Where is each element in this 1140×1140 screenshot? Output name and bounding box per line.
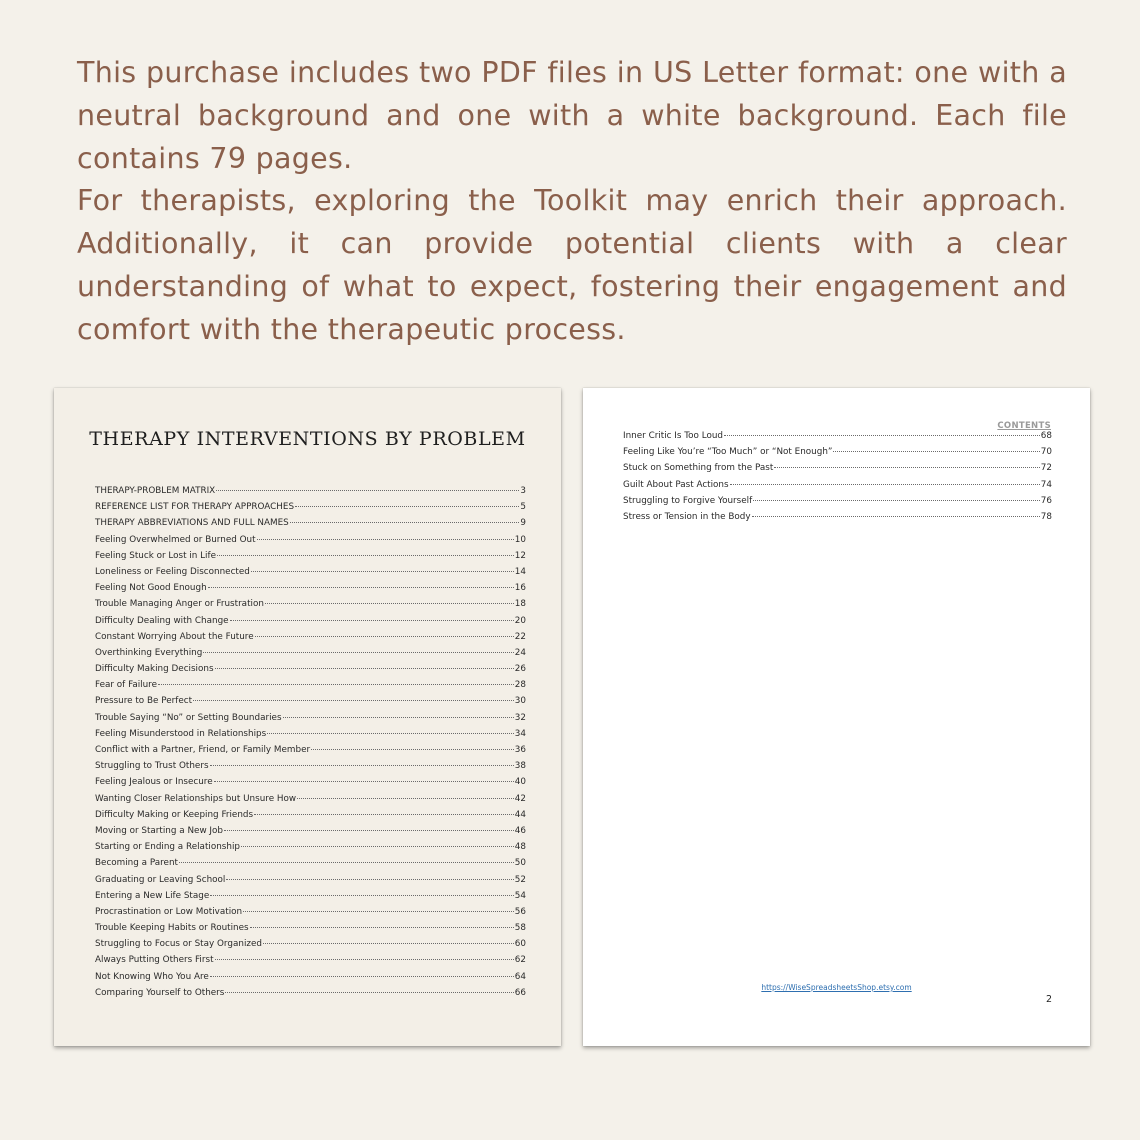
toc-dot-leader: [215, 959, 514, 960]
toc-entry-page: 60: [514, 939, 526, 950]
toc-entry-label: Stress or Tension in the Body: [623, 511, 751, 522]
toc-dot-leader: [179, 862, 514, 863]
toc-entry-label: Trouble Managing Anger or Frustration: [95, 599, 264, 610]
toc-entry[interactable]: [95, 502, 526, 518]
toc-dot-leader: [295, 506, 519, 507]
toc-entry[interactable]: [95, 939, 526, 955]
toc-dot-leader: [215, 668, 514, 669]
toc-entry[interactable]: [623, 431, 1052, 447]
toc-entry[interactable]: [95, 486, 526, 502]
toc-entry-page: 32: [514, 712, 526, 723]
toc-entry-page: 28: [514, 680, 526, 691]
toc-entry-page: 78: [1040, 511, 1052, 522]
toc-entry-label: Feeling Not Good Enough: [95, 583, 207, 594]
toc-entry-page: 14: [514, 566, 526, 577]
toc-entry-page: 76: [1040, 495, 1052, 506]
toc-dot-leader: [214, 781, 514, 782]
toc-entry-page: 12: [514, 550, 526, 561]
toc-entry-page: 42: [514, 793, 526, 804]
toc-entry[interactable]: [95, 551, 526, 567]
toc-entry[interactable]: [95, 648, 526, 664]
toc-dot-leader: [254, 814, 514, 815]
toc-dot-leader: [225, 992, 513, 993]
toc-entry-page: 70: [1040, 447, 1052, 458]
toc-entry-label: Difficulty Making Decisions: [95, 664, 214, 675]
toc-entry-page: 44: [514, 809, 526, 820]
table-of-contents-continued: [623, 431, 1052, 528]
toc-entry[interactable]: [95, 875, 526, 891]
toc-entry[interactable]: [623, 463, 1052, 479]
toc-entry-label: Starting or Ending a Relationship: [95, 842, 240, 853]
toc-entry-page: 40: [514, 777, 526, 788]
toc-dot-leader: [243, 911, 514, 912]
toc-entry-page: 46: [514, 825, 526, 836]
toc-entry-label: Feeling Stuck or Lost in Life: [95, 550, 217, 561]
toc-entry-page: 50: [514, 858, 526, 869]
toc-entry-label: Difficulty Dealing with Change: [95, 615, 229, 626]
toc-entry[interactable]: [623, 447, 1052, 463]
toc-entry[interactable]: [95, 745, 526, 761]
toc-entry-label: THERAPY-PROBLEM MATRIX: [95, 486, 216, 496]
toc-entry-page: 54: [514, 890, 526, 901]
toc-dot-leader: [263, 943, 514, 944]
toc-dot-leader: [250, 927, 514, 928]
page-number: 2: [1045, 994, 1052, 1005]
toc-entry[interactable]: [95, 696, 526, 712]
toc-entry[interactable]: [95, 907, 526, 923]
toc-entry-page: 24: [514, 647, 526, 658]
toc-entry-page: 10: [514, 534, 526, 545]
toc-entry-page: 64: [514, 971, 526, 982]
toc-entry-label: Trouble Keeping Habits or Routines: [95, 923, 249, 934]
toc-dot-leader: [752, 516, 1040, 517]
toc-entry[interactable]: [95, 810, 526, 826]
toc-entry-page: 74: [1040, 479, 1052, 490]
toc-dot-leader: [158, 684, 514, 685]
toc-entry[interactable]: [95, 567, 526, 583]
toc-entry[interactable]: [623, 480, 1052, 496]
document-page-neutral: [54, 388, 561, 1046]
toc-dot-leader: [730, 484, 1040, 485]
toc-entry-label: Feeling Jealous or Insecure: [95, 777, 213, 788]
toc-entry-page: 62: [514, 955, 526, 966]
toc-entry-label: Entering a New Life Stage: [95, 890, 210, 901]
toc-entry[interactable]: [95, 518, 526, 534]
toc-entry-label: Moving or Starting a New Job: [95, 825, 223, 836]
toc-entry-label: Pressure to Be Perfect: [95, 696, 193, 707]
toc-entry[interactable]: [95, 616, 526, 632]
toc-entry-label: Fear of Failure: [95, 680, 158, 691]
toc-entry-page: 3: [520, 486, 526, 496]
toc-entry-label: Feeling Overwhelmed or Burned Out: [95, 534, 256, 545]
toc-entry[interactable]: [95, 777, 526, 793]
toc-entry[interactable]: [95, 858, 526, 874]
toc-entry-label: Loneliness or Feeling Disconnected: [95, 566, 250, 577]
toc-entry-label: Graduating or Leaving School: [95, 874, 226, 885]
toc-entry[interactable]: [95, 599, 526, 615]
toc-dot-leader: [267, 733, 514, 734]
toc-dot-leader: [255, 636, 514, 637]
intro-text: [77, 52, 1067, 352]
toc-entry-page: 9: [520, 518, 526, 529]
toc-dot-leader: [230, 620, 514, 621]
toc-entry-page: 5: [520, 502, 526, 513]
toc-dot-leader: [241, 846, 514, 847]
toc-entry[interactable]: [95, 826, 526, 842]
toc-entry-page: 38: [514, 761, 526, 772]
toc-entry-label: Trouble Saying “No” or Setting Boundaries: [95, 712, 282, 723]
toc-entry[interactable]: [95, 713, 526, 729]
toc-entry-page: 58: [514, 923, 526, 934]
toc-entry-label: Struggling to Trust Others: [95, 761, 209, 772]
toc-entry[interactable]: [95, 632, 526, 648]
contents-header: CONTENTS: [997, 421, 1051, 431]
toc-entry-label: Difficulty Making or Keeping Friends: [95, 809, 254, 820]
toc-entry[interactable]: [95, 842, 526, 858]
toc-entry[interactable]: [95, 955, 526, 971]
toc-entry-label: Constant Worrying About the Future: [95, 631, 254, 642]
toc-dot-leader: [208, 587, 514, 588]
toc-entry[interactable]: [623, 512, 1052, 528]
toc-entry[interactable]: [95, 988, 526, 1004]
toc-dot-leader: [774, 467, 1040, 468]
toc-dot-leader: [193, 700, 514, 701]
toc-dot-leader: [226, 879, 513, 880]
toc-entry-page: 72: [1040, 463, 1052, 474]
toc-entry[interactable]: [95, 664, 526, 680]
toc-entry-label: Stuck on Something from the Past: [623, 463, 774, 474]
intro-paragraph-2: For therapists, exploring the Toolkit may enrich their approach. Additionally, it can provide potential clients with a clear understanding of what to expect, fostering their engagement and comfort with the therapeutic process.: [77, 184, 1067, 346]
toc-entry-label: Feeling Like You’re “Too Much” or “Not Enough”: [623, 447, 833, 458]
toc-entry[interactable]: [95, 923, 526, 939]
toc-entry[interactable]: [623, 496, 1052, 512]
toc-entry-page: 66: [514, 987, 526, 998]
toc-entry-page: 22: [514, 631, 526, 642]
intro-paragraph-1: This purchase includes two PDF files in US Letter format: one with a neutral background and one with a white background. Each file contains 79 pages.: [77, 56, 1067, 175]
toc-entry[interactable]: [95, 794, 526, 810]
toc-entry-label: THERAPY ABBREVIATIONS AND FULL NAMES: [95, 518, 289, 529]
toc-dot-leader: [283, 717, 514, 718]
toc-dot-leader: [251, 571, 514, 572]
toc-entry-page: 34: [514, 728, 526, 739]
toc-entry-page: 26: [514, 664, 526, 675]
toc-dot-leader: [210, 895, 514, 896]
toc-dot-leader: [290, 522, 520, 523]
toc-dot-leader: [265, 603, 514, 604]
toc-entry-label: Struggling to Forgive Yourself: [623, 495, 753, 506]
toc-dot-leader: [724, 435, 1040, 436]
toc-entry-page: 56: [514, 906, 526, 917]
toc-entry-page: 68: [1040, 431, 1052, 441]
shop-link[interactable]: https://WiseSpreadsheetsShop.etsy.com: [761, 983, 912, 992]
toc-dot-leader: [217, 555, 514, 556]
toc-dot-leader: [833, 451, 1039, 452]
toc-entry-label: Guilt About Past Actions: [623, 479, 729, 490]
toc-entry[interactable]: [95, 535, 526, 551]
toc-entry-page: 52: [514, 874, 526, 885]
toc-entry-page: 30: [514, 696, 526, 707]
toc-dot-leader: [203, 652, 513, 653]
toc-entry-label: Wanting Closer Relationships but Unsure How: [95, 793, 297, 804]
toc-dot-leader: [210, 976, 514, 977]
toc-entry-label: Feeling Misunderstood in Relationships: [95, 728, 267, 739]
toc-entry-label: Becoming a Parent: [95, 858, 178, 869]
toc-entry-page: 36: [514, 745, 526, 755]
toc-entry-label: REFERENCE LIST FOR THERAPY APPROACHES: [95, 502, 295, 513]
toc-entry-label: Struggling to Focus or Stay Organized: [95, 939, 262, 950]
toc-entry[interactable]: [95, 761, 526, 777]
toc-entry[interactable]: [95, 891, 526, 907]
toc-entry-label: Not Knowing Who You Are: [95, 971, 209, 982]
toc-entry-label: Conflict with a Partner, Friend, or Family Member: [95, 745, 311, 755]
toc-entry[interactable]: [95, 972, 526, 988]
toc-dot-leader: [210, 765, 514, 766]
toc-dot-leader: [753, 500, 1040, 501]
toc-entry-label: Inner Critic Is Too Loud: [623, 431, 723, 441]
document-page-white: [583, 388, 1090, 1046]
table-of-contents: [95, 486, 526, 1004]
toc-entry[interactable]: [95, 729, 526, 745]
toc-entry-label: Procrastination or Low Motivation: [95, 906, 243, 917]
toc-entry-page: 16: [514, 583, 526, 594]
document-title: THERAPY INTERVENTIONS BY PROBLEM: [89, 428, 526, 450]
toc-entry-label: Always Putting Others First: [95, 955, 214, 966]
toc-dot-leader: [297, 798, 514, 799]
toc-dot-leader: [311, 749, 514, 750]
toc-entry[interactable]: [95, 583, 526, 599]
toc-dot-leader: [257, 539, 514, 540]
toc-entry-label: Comparing Yourself to Others: [95, 987, 225, 998]
toc-entry-page: 18: [514, 599, 526, 610]
toc-entry-label: Overthinking Everything: [95, 647, 203, 658]
toc-dot-leader: [224, 830, 514, 831]
toc-entry-page: 48: [514, 842, 526, 853]
toc-dot-leader: [216, 490, 519, 491]
toc-entry-page: 20: [514, 615, 526, 626]
toc-entry[interactable]: [95, 680, 526, 696]
